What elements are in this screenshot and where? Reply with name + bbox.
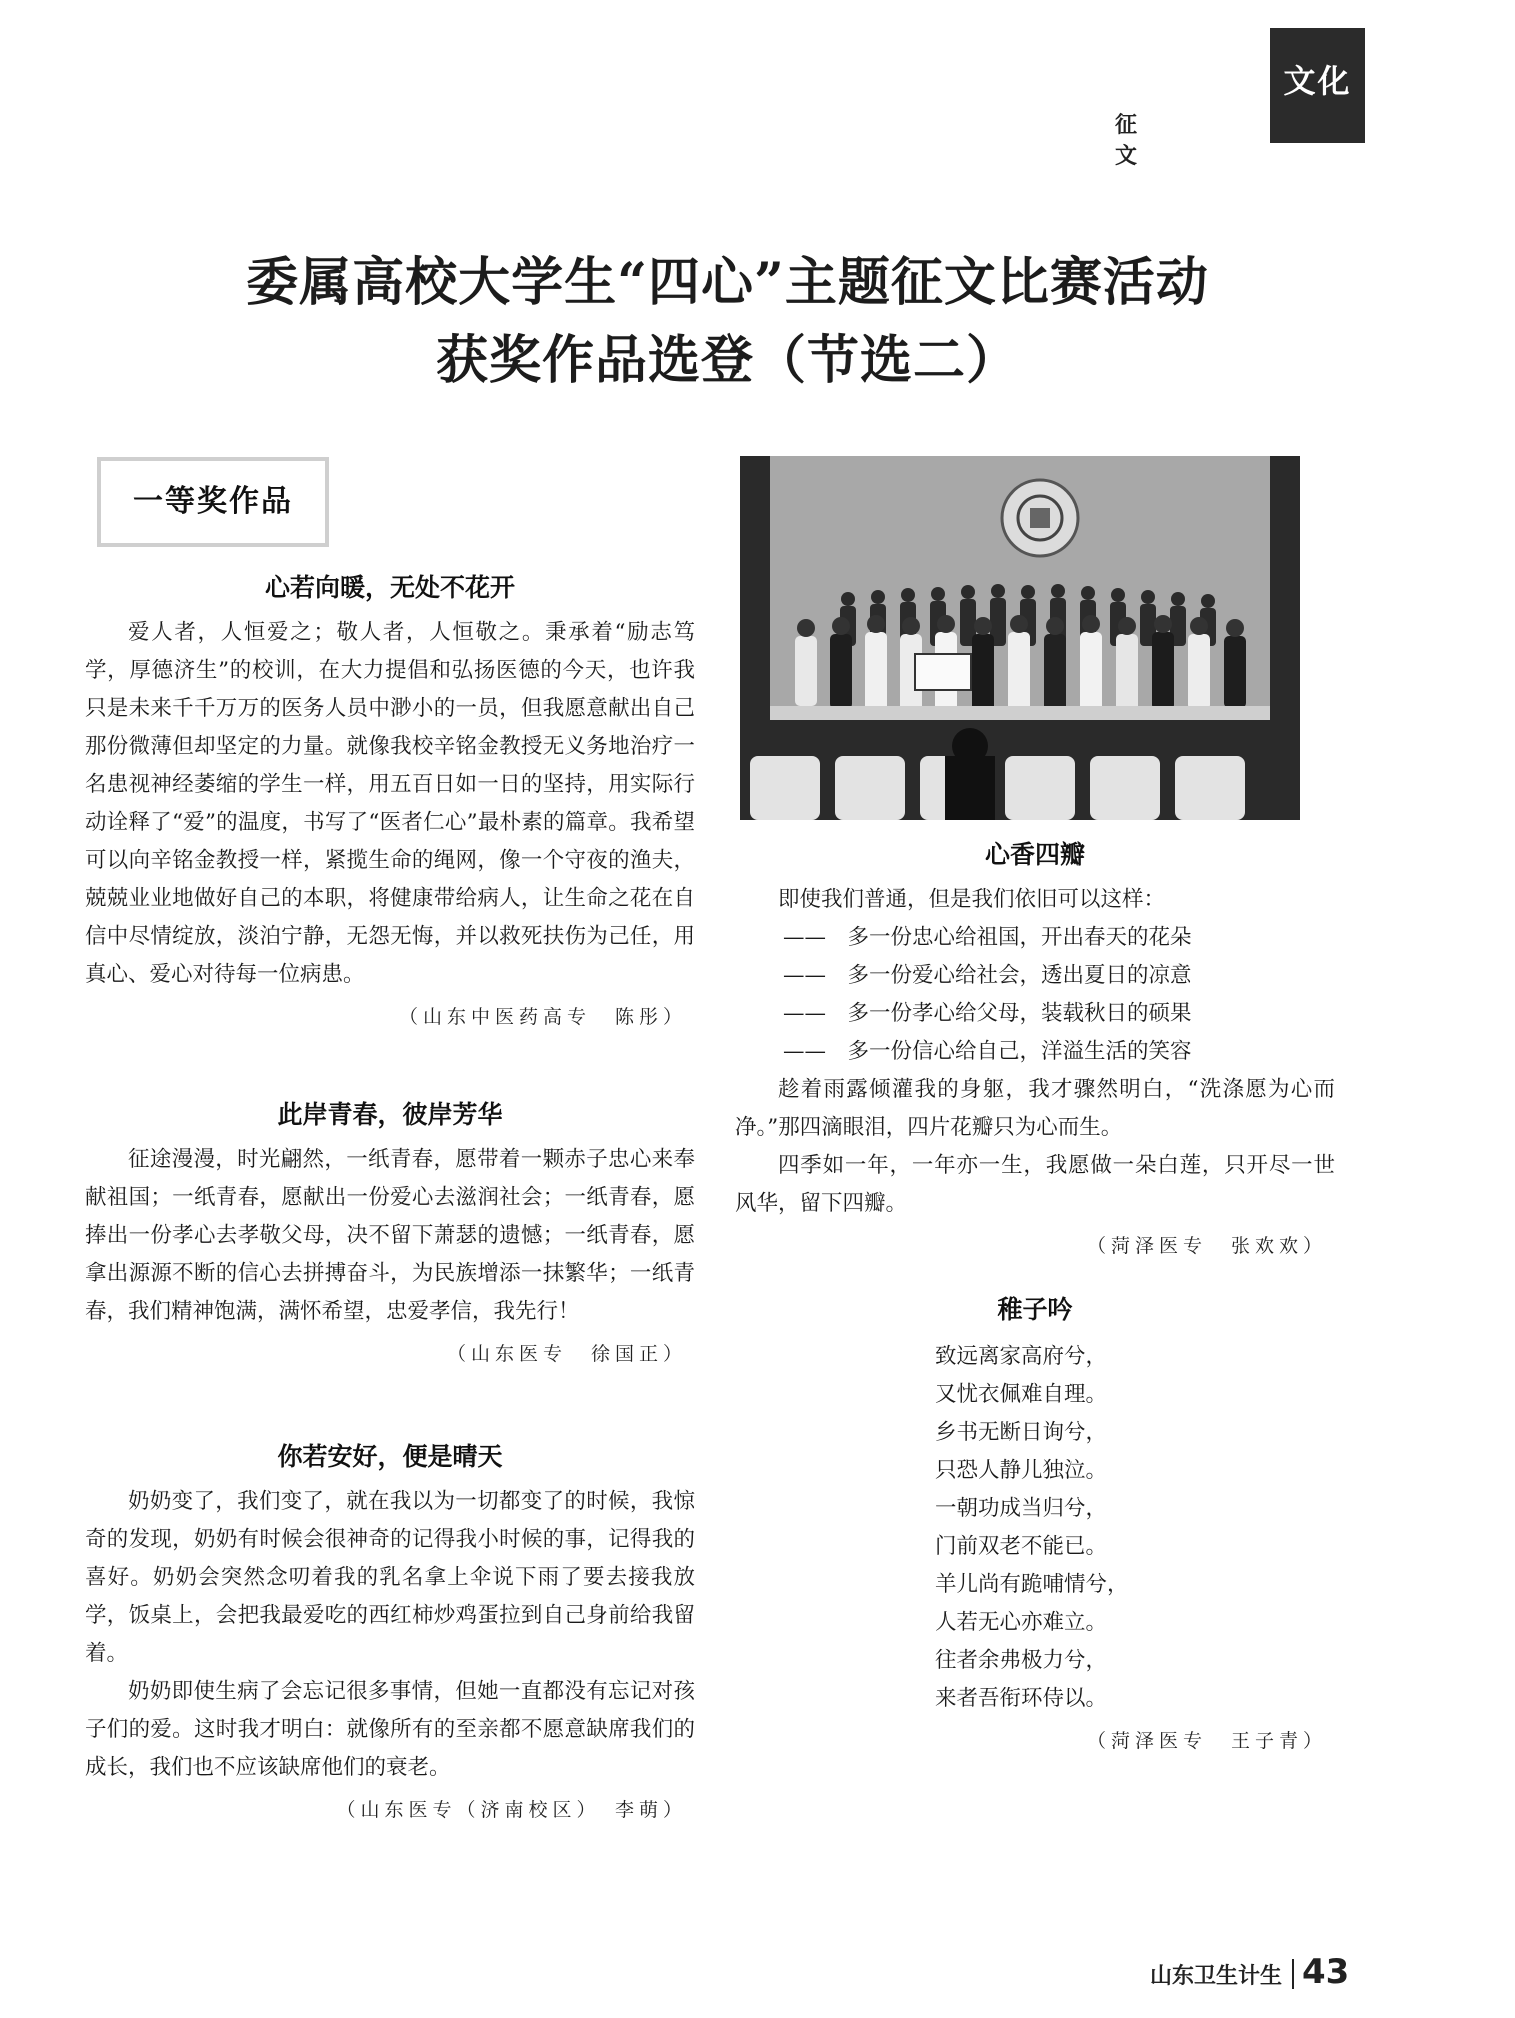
article-3 [85, 1437, 695, 1822]
article-paragraph: 爱人者，人恒爱之；敬人者，人恒敬之。秉承着“励志笃学，厚德济生”的校训，在大力提倡和弘扬医德的今天，也许我只是未来千千万万的医务人员中渺小的一员，但我愿意献出自己那份微薄但却坚定的力量。就像我校辛铭金教授无义务地治疗一名患视神经萎缩的学生一样，用五百日如一日的坚持，用实际行动诠释了“爱”的温度，书写了“医者仁心”最朴素的篇章。我希望可以向辛铭金教授一样，紧揽生命的绳网，像一个守夜的渔夫，兢兢业业地做好自己的本职，将健康带给病人，让生命之花在自信中尽情绽放，淡泊宁静，无怨无悔，并以救死扶伤为己任，用真心、爱心对待每一位病患。 [85, 620, 695, 987]
dash-line: —— 多一份爱心给社会，透出夏日的凉意 [783, 963, 1192, 988]
article-title: 心香四瓣 [984, 840, 1085, 869]
article-paragraph: 趁着雨露倾灌我的身躯，我才骤然明白，“洗涤愿为心而净。”那四滴眼泪，四片花瓣只为心而生。 [735, 1077, 1335, 1140]
poem-block [735, 1338, 1335, 1718]
article-1 [85, 568, 695, 1029]
article-paragraph: 奶奶即使生病了会忘记很多事情，但她一直都没有忘记对孩子们的爱。这时我才明白：就像所有的至亲都不愿意缺席我们的成长，我们也不应该缺席他们的衰老。 [85, 1679, 695, 1780]
poem-line: 人若无心亦难立。 [935, 1610, 1108, 1635]
page-footer [1150, 1952, 1349, 1992]
poem-line: 乡书无断日询兮， [935, 1420, 1108, 1445]
article-title: 此岸青春，彼岸芳华 [277, 1100, 503, 1129]
page-title-line-2: 获奖作品选登（节选二） [435, 330, 1019, 391]
article-title: 你若安好，便是晴天 [277, 1442, 503, 1471]
poem-line: 致远离家高府兮， [935, 1344, 1108, 1369]
dash-line: —— 多一份忠心给祖国，开出春天的花朵 [783, 925, 1192, 950]
article-5 [735, 1290, 1335, 1753]
article-byline: （菏泽医专 张欢欢） [1086, 1235, 1327, 1257]
article-title: 稚子吟 [997, 1295, 1073, 1324]
page-number: 43 [1302, 1952, 1350, 1992]
poem-line: 往者余弗极力兮， [935, 1648, 1108, 1673]
award-heading-box [97, 457, 329, 547]
article-byline: （菏泽医专 王子青） [1086, 1730, 1327, 1752]
poem-line: 羊儿尚有跪哺情兮， [935, 1572, 1129, 1597]
dash-line: —— 多一份孝心给父母，装载秋日的硕果 [783, 1001, 1192, 1026]
article-2 [85, 1095, 695, 1366]
column-label: 征文 [1115, 113, 1192, 169]
article-title: 心若向暖，无处不花开 [264, 573, 515, 602]
award-heading: 一等奖作品 [133, 484, 293, 519]
article-paragraph: 四季如一年，一年亦一生，我愿做一朵白莲，只开尽一世风华，留下四瓣。 [735, 1153, 1335, 1216]
dash-line: —— 多一份信心给自己，洋溢生活的笑容 [783, 1039, 1192, 1064]
article-byline: （山东医专 徐国正） [446, 1343, 687, 1365]
poem-line: 一朝功成当归兮， [935, 1496, 1108, 1521]
section-tab-label: 文化 [1283, 62, 1352, 100]
article-byline: （山东医专（济南校区） 李萌） [336, 1799, 687, 1821]
poem-line: 来者吾衔环侍以。 [935, 1686, 1108, 1711]
magazine-name: 山东卫生计生 [1150, 1964, 1283, 1989]
article-paragraph: 征途漫漫，时光翩然，一纸青春，愿带着一颗赤子忠心来奉献祖国；一纸青春，愿献出一份爱心去滋润社会；一纸青春，愿捧出一份孝心去孝敬父母，决不留下萧瑟的遗憾；一纸青春，愿拿出源源不断的信心去拼搏奋斗，为民族增添一抹繁华；一纸青春，我们精神饱满，满怀希望，忠爱孝信，我先行！ [85, 1147, 695, 1324]
poem-line: 又忧衣佩难自理。 [935, 1382, 1108, 1407]
poem-line: 门前双老不能已。 [935, 1534, 1108, 1559]
award-ceremony-photo [740, 456, 1300, 820]
page-title-line-1: 委属高校大学生“四心”主题征文比赛活动 [246, 252, 1209, 313]
article-4 [735, 835, 1335, 1258]
article-intro: 即使我们普通，但是我们依旧可以这样： [778, 887, 1166, 912]
article-byline: （山东中医药高专 陈彤） [398, 1006, 687, 1028]
article-paragraph: 奶奶变了，我们变了，就在我以为一切都变了的时候，我惊奇的发现，奶奶有时候会很神奇的记得我小时候的事，记得我的喜好。奶奶会突然念叨着我的乳名拿上伞说下雨了要去接我放学，饭桌上，会把我最爱吃的西红柿炒鸡蛋拉到自己身前给我留着。 [85, 1489, 695, 1666]
section-tab [1270, 28, 1365, 143]
poem-line: 只恐人静儿独泣。 [935, 1458, 1108, 1483]
footer-divider [1292, 1959, 1294, 1989]
